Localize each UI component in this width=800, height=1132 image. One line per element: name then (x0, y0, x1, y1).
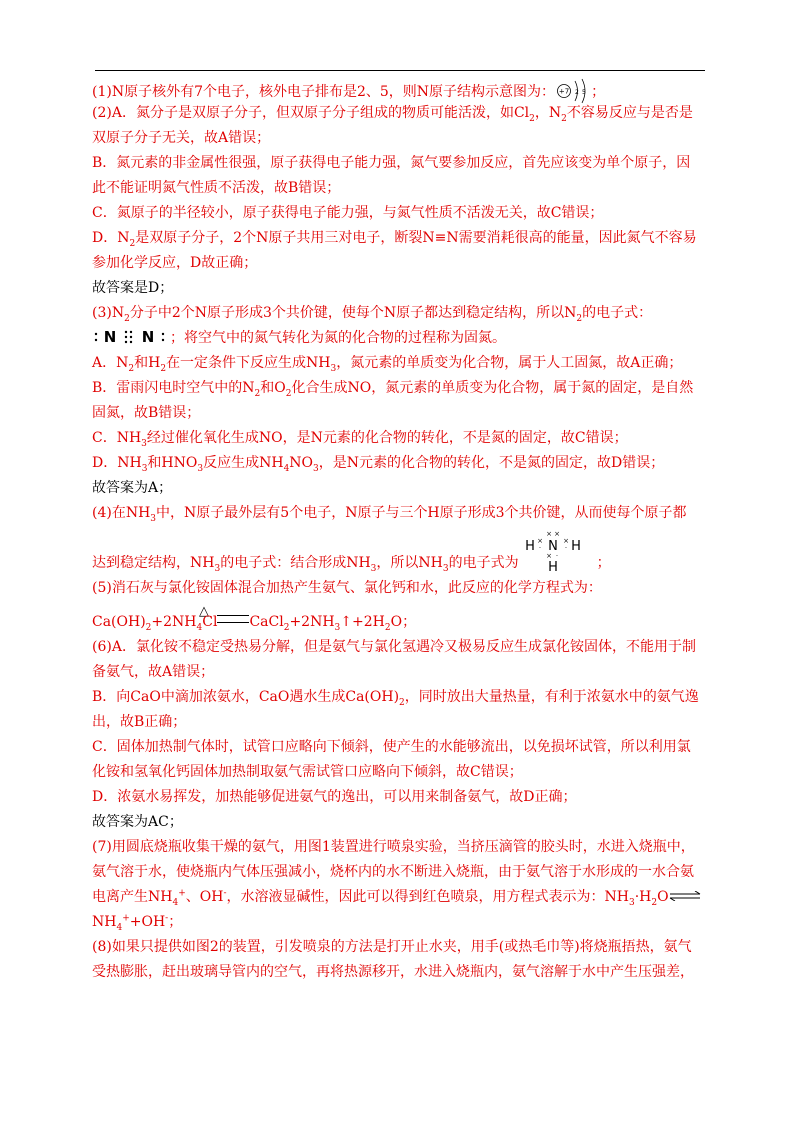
text: ↑+2H (340, 614, 385, 630)
subscript: 2 (285, 388, 292, 399)
nucleus-charge: +7 (558, 87, 570, 96)
subscript: 3 (197, 463, 204, 474)
text: D．浓氨水易挥发，加热能够促进氨气的逸出，可以用来制备氨气，故D正确； (92, 789, 577, 805)
subscript: 2 (399, 697, 405, 708)
text: ，同时放出大量热量，有利于浓氨水中的氨气逸 (404, 689, 699, 705)
text: B．雷雨闪电时空气中的N (92, 380, 255, 396)
h-atom-bottom: H (548, 560, 558, 574)
heat-condition-symbol: △ (199, 604, 209, 619)
text: ，水溶液显碱性，因此可以得到红色喷泉，用方程式表示为：NH (226, 889, 629, 905)
text: 电离产生NH (92, 889, 173, 905)
text: +2NH (151, 614, 197, 630)
text: 备氨气，故A错误； (92, 664, 215, 680)
para-28 (92, 785, 708, 810)
text: 达到稳定结构，NH (92, 555, 215, 571)
para-19 (92, 551, 611, 576)
text: 参加化学反应，D故正确； (92, 255, 258, 271)
text: O (657, 889, 669, 905)
text: 固氮，故B错误； (92, 405, 201, 421)
text: 化铵和氢氧化钙固体加热制取氨气需试管口应略向下倾斜，故C错误； (92, 764, 523, 780)
para-19-block (92, 526, 708, 576)
superscript: - (223, 888, 227, 899)
para-5 (92, 176, 708, 201)
para-33 (92, 910, 708, 935)
subscript: 2 (384, 622, 391, 633)
para-25 (92, 710, 708, 735)
subscript: 2 (576, 313, 583, 324)
subscript: 4 (196, 622, 203, 633)
para-4 (92, 151, 708, 176)
para-35 (92, 960, 708, 985)
text: 不容易反应与是否是 (566, 105, 693, 121)
svg-text:·: · (555, 552, 559, 560)
text: 化合生成NO，氮元素的单质变为化合物，属于氮的固定，是自然 (291, 380, 694, 396)
svg-text:×: × (546, 552, 552, 560)
text: 的电子式： (582, 305, 653, 321)
subscript: 3 (141, 463, 148, 474)
svg-text:×: × (563, 537, 569, 545)
text: NO (289, 455, 314, 471)
text: ； (168, 914, 183, 930)
text: 反应生成NH (203, 455, 284, 471)
superscript: + (178, 888, 186, 899)
para-34 (92, 935, 708, 960)
subscript: 2 (160, 363, 167, 374)
text: 和O (260, 380, 286, 396)
n-atom-left: N (103, 328, 117, 346)
text: +2NH (289, 614, 335, 630)
text: Cl (202, 614, 218, 630)
text: ·H (634, 889, 652, 905)
text: ，N (534, 105, 562, 121)
para-26 (92, 735, 708, 760)
h-atom-left: H (525, 539, 535, 554)
subscript: 4 (283, 463, 290, 474)
text: C．固体加热制气体时，试管口应略向下倾斜，使产生的水能够流出，以免损坏试管，所以利用氯 (92, 739, 691, 755)
para-18 (92, 501, 708, 526)
text: 双原子分子无关，故A错误； (92, 130, 271, 146)
text: 是双原子分子，2个N原子共用三对电子，断裂N≡N需要消耗很高的能量，因此氮气不容易 (135, 230, 697, 246)
text: 出，故B正确； (92, 714, 187, 730)
text: 和H (134, 355, 161, 371)
text: A．N (92, 355, 129, 371)
svg-text:·: · (538, 544, 542, 552)
subscript: 2 (561, 113, 567, 124)
text: ，是N元素的化合物的转化，不是氮的固定，故D错误； (318, 455, 665, 471)
text: ；将空气中的氮气转化为氮的化合物的过程称为固氮。 (170, 330, 506, 346)
shell-2-count: 5 (582, 89, 586, 96)
text: 中，N原子最外层有5个电子，N原子与三个H原子形成3个共价键，从而使每个原子都 (156, 505, 687, 521)
text: (4)在NH (92, 505, 151, 521)
para-31 (92, 860, 708, 885)
text: 故答案为AC； (92, 814, 183, 830)
para-1 (92, 76, 708, 101)
para-22 (92, 635, 708, 660)
subscript: 2 (529, 113, 535, 124)
text: 分子中2个N原子形成3个共价键，使每个N原子都达到稳定结构，所以N (129, 305, 577, 321)
subscript: 4 (116, 922, 123, 933)
text: 的电子式为 (448, 555, 519, 571)
subscript: 3 (442, 563, 449, 574)
text: B．向CaO中滴加浓氨水，CaO遇水生成Ca(OH) (92, 689, 400, 705)
svg-text:×: × (537, 537, 543, 545)
subscript: 3 (313, 463, 319, 474)
text: CaCl (249, 614, 284, 630)
para-7 (92, 226, 708, 251)
subscript: 3 (141, 438, 147, 449)
text: 氨气溶于水，使烧瓶内气体压强减小，烧杯内的水不断进入烧瓶，由于氨气溶于水形成的一水合氨 (92, 864, 694, 880)
subscript: 2 (128, 363, 135, 374)
subscript: 3 (150, 513, 157, 524)
text: ； (591, 84, 606, 100)
superscript: + (122, 913, 130, 924)
text: 受热膨胀，赶出玻璃导管内的空气，再将热源移开，水进入烧瓶内，氨气溶解于水中产生压强差， (92, 964, 694, 980)
svg-text:·: · (564, 544, 568, 552)
text: ，所以NH (376, 555, 443, 571)
para-10 (92, 301, 708, 326)
text: D．NH (92, 455, 142, 471)
para-20 (92, 576, 708, 601)
text: (7)用圆底烧瓶收集干燥的氨气，用图1装置进行喷泉实验，当挤压滴管的胶头时，水进入烧瓶中， (92, 839, 695, 855)
para-2 (92, 101, 708, 126)
n-atom-center: N (548, 539, 558, 554)
subscript: 3 (330, 363, 337, 374)
text: (5)消石灰与氯化铵固体混合加热产生氨气、氯化钙和水，此反应的化学方程式为： (92, 580, 602, 596)
text: (1)N原子核外有7个电子，核外电子排布是2、5，则N原子结构示意图为： (92, 84, 556, 100)
text: C．NH (92, 430, 142, 446)
para-15 (92, 426, 708, 451)
text: 故答案为A； (92, 480, 173, 496)
n-atom-right: N (141, 328, 155, 346)
text: 经过催化氧化生成NO，是N元素的化合物的转化，不是氮的固定，故C错误； (146, 430, 628, 446)
para-11 (92, 326, 708, 351)
para-16 (92, 451, 708, 476)
subscript: 3 (334, 622, 341, 633)
subscript: 3 (628, 897, 635, 908)
subscript: 3 (370, 563, 377, 574)
text: 和HNO (147, 455, 198, 471)
text: D．N (92, 230, 130, 246)
text: O； (390, 614, 417, 630)
subscript: 2 (651, 897, 658, 908)
text: B．氮元素的非金属性很强，原子获得电子能力强，氮气要参加反应，首先应该变为单个原子，因 (92, 155, 691, 171)
subscript: 2 (124, 313, 130, 324)
chemical-equation (92, 601, 708, 635)
para-12 (92, 351, 708, 376)
shell-1-count: 2 (575, 89, 579, 96)
subscript: 2 (254, 388, 261, 399)
equation-line (92, 610, 416, 635)
para-9 (92, 276, 708, 301)
text: (2)A．氮分子是双原子分子，但双原子分子组成的物质可能活泼，如Cl (92, 105, 530, 121)
text: 的电子式：结合形成NH (220, 555, 371, 571)
h-atom-right: H (571, 539, 581, 554)
text: 在一定条件下反应生成NH (166, 355, 331, 371)
text: ，氮元素的单质变为化合物，属于人工固氮，故A正确； (336, 355, 683, 371)
para-29 (92, 810, 708, 835)
superscript: - (165, 913, 169, 924)
subscript: 2 (129, 238, 136, 249)
text: C．氮原子的半径较小，原子获得电子能力强，与氮气性质不活泼无关，故C错误； (92, 205, 604, 221)
para-3 (92, 126, 708, 151)
para-17 (92, 476, 708, 501)
subscript: 2 (145, 622, 152, 633)
n2-lewis-structure (92, 327, 170, 347)
para-30 (92, 835, 708, 860)
para-6 (92, 201, 708, 226)
text: (8)如果只提供如图2的装置，引发喷泉的方法是打开止水夹，用手(或热毛巾等)将烧瓶捂热，氨气 (92, 939, 692, 955)
para-24 (92, 685, 708, 710)
subscript: 4 (172, 897, 179, 908)
text: (3)N (92, 305, 125, 321)
answer-text (92, 76, 708, 985)
para-13 (92, 376, 708, 401)
text: 此不能证明氮气性质不活泼，故B错误； (92, 180, 341, 196)
text: (6)A．氯化铵不稳定受热易分解，但是氨气与氯化氢遇冷又极易反应生成氯化铵固体，不能用于制 (92, 639, 696, 655)
subscript: 2 (283, 622, 290, 633)
svg-text:×: × (554, 530, 560, 538)
svg-text:×: × (546, 530, 552, 538)
subscript: 3 (214, 563, 221, 574)
header-rule (95, 70, 705, 71)
text: NH (92, 914, 117, 930)
para-27 (92, 760, 708, 785)
text: 、OH (185, 889, 224, 905)
para-14 (92, 401, 708, 426)
text: 故答案是D； (92, 280, 174, 296)
para-23 (92, 660, 708, 685)
para-32 (92, 885, 708, 910)
para-8 (92, 251, 708, 276)
text: Ca(OH) (92, 614, 146, 630)
text: +OH (129, 914, 166, 930)
text: ； (596, 555, 611, 571)
reversible-arrow (669, 891, 701, 901)
equals-sign (217, 615, 249, 623)
